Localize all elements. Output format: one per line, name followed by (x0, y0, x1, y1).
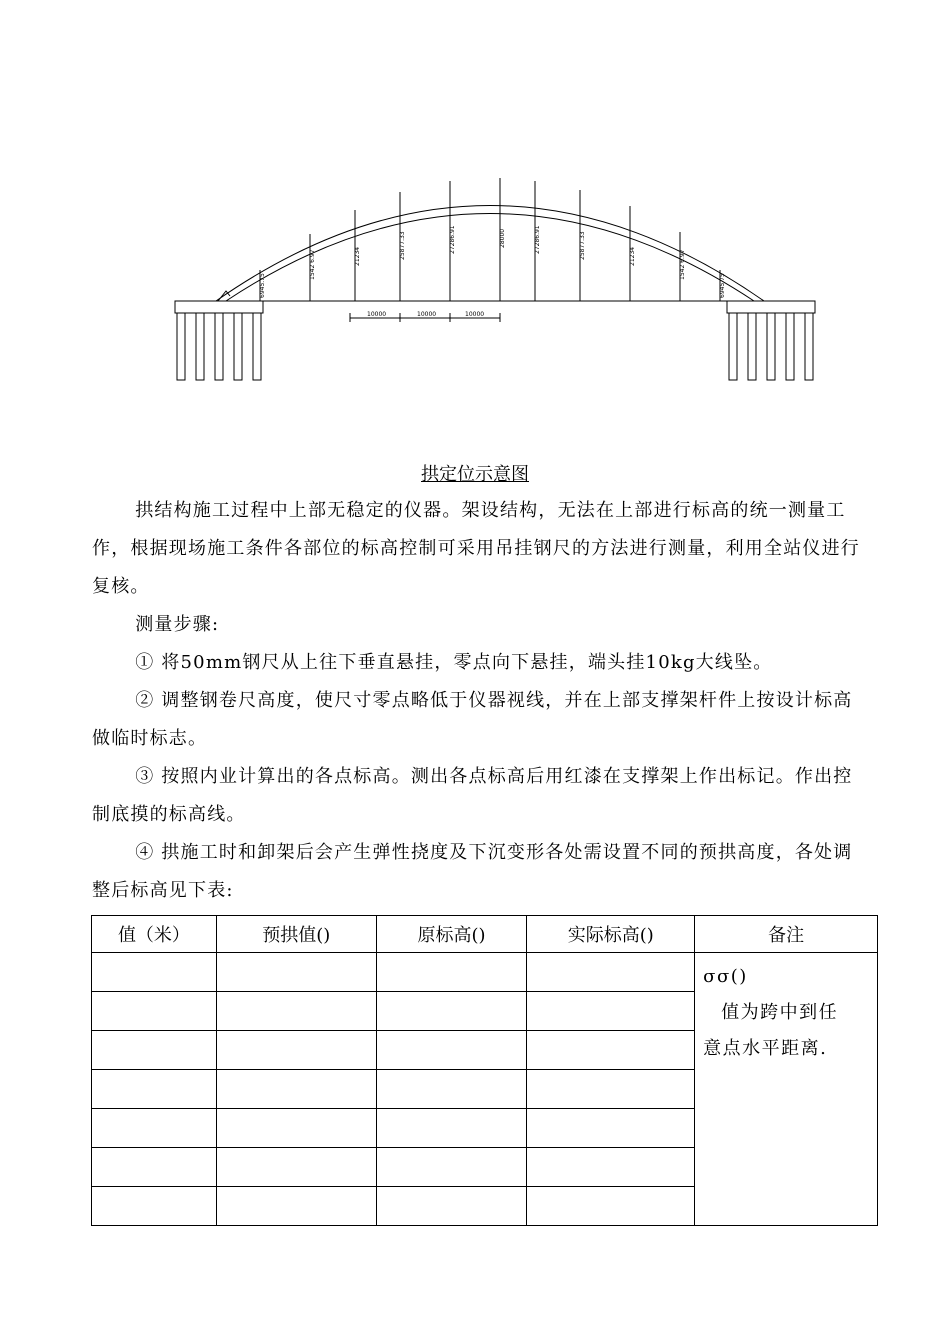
dim-label: 28000 (499, 228, 506, 248)
right-pile-4 (786, 313, 794, 380)
table-row (92, 953, 878, 992)
paragraph-intro: 拱结构施工过程中上部无稳定的仪器。架设结构，无法在上部进行标高的统一测量工作，根据现场施工条件各部位的标高控制可采用吊挂钢尺的方法进行测量，利用全站仪进行复核。 (92, 500, 860, 597)
step-4: ④ 拱施工时和卸架后会产生弹性挠度及下沉变形各处需设置不同的预拱高度，各处调整后标高见下表: (92, 842, 853, 901)
remarks-line: 意点水平距离. (703, 1038, 828, 1059)
header-actual-elevation: 实际标高() (527, 916, 695, 953)
step-3: ③ 按照内业计算出的各点标高。测出各点标高后用红漆在支撑架上作出标记。作出控制底摸的标高线。 (92, 766, 853, 825)
right-abutment-cap (727, 301, 815, 313)
spacing-label: 10000 (367, 311, 387, 318)
remarks-line: 值为跨中到任 (721, 1002, 839, 1023)
header-original-elevation: 原标高() (376, 916, 527, 953)
dim-label: 25877.33 (399, 231, 406, 260)
remarks-line: σσ() (703, 966, 748, 987)
header-remarks: 备注 (695, 916, 878, 953)
remarks-cell (695, 953, 878, 1226)
dim-label: 6945.75 (719, 273, 726, 298)
dim-label: 6945.75 (259, 273, 266, 298)
dim-label: 27286.91 (449, 225, 456, 254)
arch-positioning-drawing (160, 170, 820, 390)
body-text (92, 492, 860, 910)
right-pile-1 (729, 313, 737, 380)
spacing-label: 10000 (465, 311, 485, 318)
paragraph-steps-heading: 测量步骤: (135, 614, 220, 635)
dim-label: 27286.91 (534, 225, 541, 254)
left-pile-3 (215, 313, 223, 380)
step-2: ② 调整钢卷尺高度，使尺寸零点略低于仪器视线，并在上部支撑架杆件上按设计标高做临时标志。 (92, 690, 853, 749)
spacing-label: 10000 (417, 311, 437, 318)
arch-rib-inner (226, 214, 754, 302)
left-pile-1 (177, 313, 185, 380)
elevation-table (91, 915, 878, 1226)
dim-label: 1542 6.97 (679, 249, 686, 280)
figure-caption: 拱定位示意图 (421, 464, 529, 485)
left-pile-4 (234, 313, 242, 380)
right-pile-2 (748, 313, 756, 380)
header-precamber: 预拱值() (216, 916, 376, 953)
dim-label: 21234 (354, 246, 361, 266)
table-header-row (92, 916, 878, 953)
left-pile-5 (253, 313, 261, 380)
dim-label: 25877.33 (579, 231, 586, 260)
left-pile-2 (196, 313, 204, 380)
right-pile-5 (805, 313, 813, 380)
dim-label: 21234 (629, 246, 636, 266)
step-1: ① 将50mm钢尺从上往下垂直悬挂，零点向下悬挂，端头挂10kg大线坠。 (135, 652, 773, 673)
right-pile-3 (767, 313, 775, 380)
left-abutment-cap (175, 301, 263, 313)
header-value: 值（米） (92, 916, 217, 953)
dim-label: 1542 6.97 (309, 249, 316, 280)
